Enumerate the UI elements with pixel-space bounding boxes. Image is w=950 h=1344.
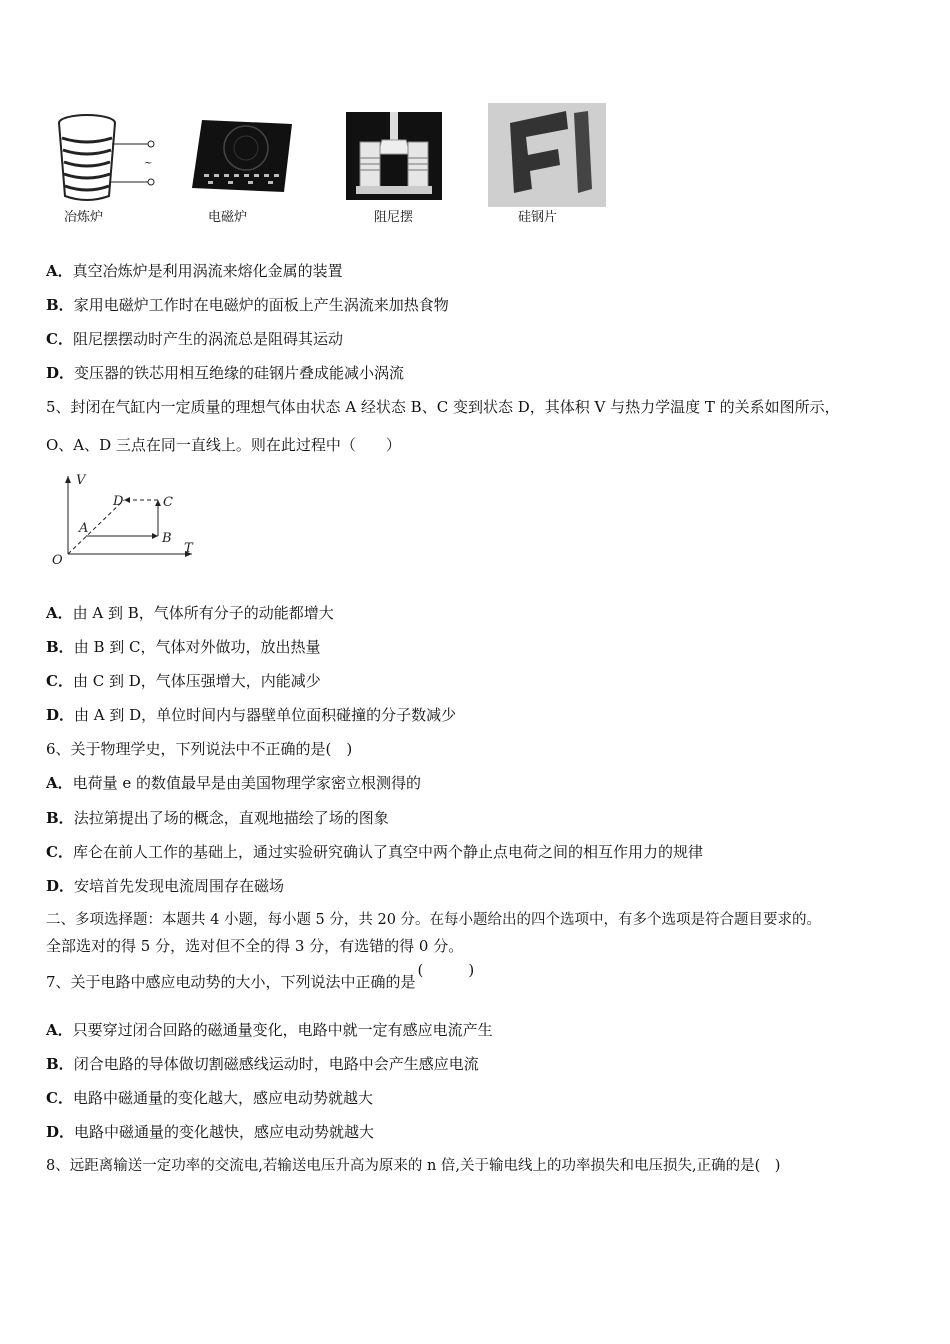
q6-option-a: A．电荷量 e 的数值最早是由美国物理学家密立根测得的: [46, 774, 422, 792]
q5-option-c: C．由 C 到 D，气体压强增大，内能减少: [46, 672, 321, 690]
v-t-graph: [46, 470, 206, 570]
q4-option-a: A．真空冶炼炉是利用涡流来熔化金属的装置: [46, 262, 343, 280]
q8-stem: 8、远距离输送一定功率的交流电,若输送电压升高为原来的 n 倍,关于输电线上的功率损失和电压损失,正确的是( ): [46, 1158, 781, 1174]
graph-label-o: O: [52, 553, 63, 568]
q6-option-b: B．法拉第提出了场的概念，直观地描绘了场的图象: [46, 809, 389, 827]
graph-label-c: C: [163, 495, 173, 510]
caption-damping-pendulum: 阻尼摆: [374, 210, 414, 225]
graph-label-v: V: [76, 473, 86, 488]
smelting-furnace-image: [52, 108, 162, 208]
q4-option-d: D．变压器的铁芯用相互绝缘的硅钢片叠成能减小涡流: [46, 364, 405, 382]
section2-header-line1: 二、多项选择题：本题共 4 小题，每小题 5 分，共 20 分。在每小题给出的四个选项中，有多个选项是符合题目要求的。: [46, 912, 822, 928]
q5-option-d: D．由 A 到 D，单位时间内与器壁单位面积碰撞的分子数减少: [46, 706, 457, 724]
q6-stem: 6、关于物理学史，下列说法中不正确的是( ): [46, 740, 353, 758]
q5-stem-line1: 5、封闭在气缸内一定质量的理想气体由状态 A 经状态 B、C 变到状态 D，其体积 V 与热力学温度 T 的关系如图所示，: [46, 398, 840, 416]
q5-stem-line2: O、A、D 三点在同一直线上。则在此过程中（ ）: [46, 436, 401, 454]
graph-label-a: A: [79, 521, 89, 536]
graph-label-d: D: [113, 494, 124, 509]
q7-paren: ( ): [417, 961, 475, 979]
silicon-steel-sheet-image: [488, 103, 606, 207]
q5-option-b: B．由 B 到 C，气体对外做功，放出热量: [46, 638, 321, 656]
q7-option-b: B．闭合电路的导体做切割磁感线运动时，电路中会产生感应电流: [46, 1055, 479, 1073]
q5-option-a: A．由 A 到 B，气体所有分子的动能都增大: [46, 604, 334, 622]
q4-option-b: B．家用电磁炉工作时在电磁炉的面板上产生涡流来加热食物: [46, 296, 449, 314]
q6-option-d: D．安培首先发现电流周围存在磁场: [46, 877, 285, 895]
q6-option-c: C．库仑在前人工作的基础上，通过实验研究确认了真空中两个静止点电荷之间的相互作用力的规律: [46, 843, 703, 861]
svg-text:~: ~: [144, 158, 153, 169]
caption-induction-cooker: 电磁炉: [208, 210, 248, 225]
q7-option-a: A．只要穿过闭合回路的磁通量变化，电路中就一定有感应电流产生: [46, 1021, 493, 1039]
induction-cooker-image: [188, 116, 298, 196]
caption-smelting-furnace: 冶炼炉: [64, 210, 104, 225]
caption-silicon-steel-sheet: 硅钢片: [518, 210, 558, 225]
graph-label-t: T: [184, 541, 193, 556]
section2-header-line2: 全部选对的得 5 分，选对但不全的得 3 分，有选错的得 0 分。: [46, 937, 464, 955]
q7-option-c: C．电路中磁通量的变化越大，感应电动势就越大: [46, 1089, 373, 1107]
graph-label-b: B: [162, 531, 172, 546]
q4-option-c: C．阻尼摆摆动时产生的涡流总是阻碍其运动: [46, 330, 343, 348]
q7-stem: 7、关于电路中感应电动势的大小，下列说法中正确的是( ): [46, 961, 475, 991]
damping-pendulum-image: [346, 112, 442, 200]
q7-option-d: D．电路中磁通量的变化越快，感应电动势就越大: [46, 1123, 375, 1141]
